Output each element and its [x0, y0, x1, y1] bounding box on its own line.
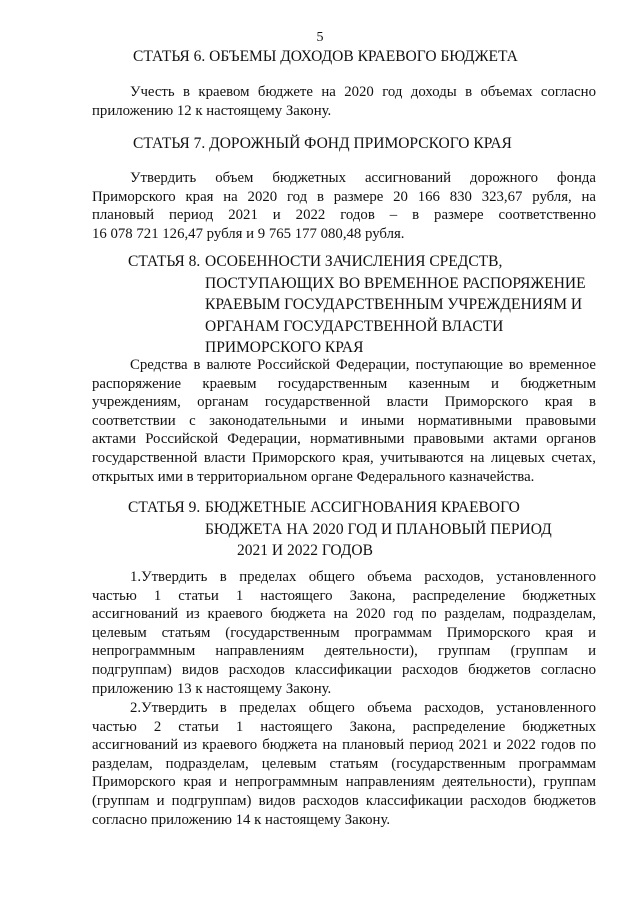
text-line: государственной власти Приморского края, учитываются на лицевых счетах, [92, 449, 596, 466]
text-line: частью 1 статьи 1 настоящего Закона, распределение бюджетных [92, 587, 596, 604]
article-7-heading: СТАТЬЯ 7. ДОРОЖНЫЙ ФОНД ПРИМОРСКОГО КРАЯ [133, 135, 512, 152]
heading-line: ПРИМОРСКОГО КРАЯ [205, 339, 364, 356]
text-line: подгруппам) видов расходов классификации расходов бюджетов согласно [92, 661, 596, 678]
heading-line: 2021 И 2022 ГОДОВ [237, 542, 373, 559]
text-line: приложению 13 к настоящему Закону. [92, 680, 332, 697]
article-7-body [92, 169, 596, 243]
text-line: (группам и подгруппам) видов расходов классификации расходов бюджетов [92, 792, 596, 809]
text-line: целевым статьям (государственным программам Приморского края и [92, 624, 596, 641]
text-line: актами Российской Федерации, нормативными правовыми актами органов [92, 431, 596, 448]
article-6-body [92, 83, 596, 120]
article-9-paragraph-1 [92, 568, 596, 698]
text-line: ассигнований из краевого бюджета на 2020 год по разделам, подразделам, [92, 606, 596, 623]
page-number: 5 [316, 30, 324, 45]
heading-line: БЮДЖЕТА НА 2020 ГОД И ПЛАНОВЫЙ ПЕРИОД [205, 520, 552, 538]
text-line: Утвердить объем бюджетных ассигнований дорожного фонда [130, 170, 596, 186]
article-8-label: СТАТЬЯ 8. [128, 253, 201, 270]
text-line: Приморского края и непрограммным направлениям деятельности), группам [92, 774, 596, 791]
text-line: учреждениям, органам государственной власти Приморского края в [92, 394, 596, 411]
text-line: непрограммным направлениям деятельности), группам (группам и [92, 643, 596, 660]
text-line: плановый период 2021 и 2022 годов – в размере соответственно [92, 207, 596, 224]
text-line: ассигнований из краевого бюджета на плановый период 2021 и 2022 годов по [92, 737, 596, 754]
text-line: Средства в валюте Российской Федерации, поступающие во временное [130, 357, 596, 373]
heading-line: ПОСТУПАЮЩИХ ВО ВРЕМЕННОЕ РАСПОРЯЖЕНИЕ [205, 274, 586, 292]
article-9-title [205, 497, 552, 562]
text-line: соответствии с законодательными и иными нормативными правовыми [92, 412, 596, 429]
article-9-paragraph-2 [92, 699, 596, 829]
article-9-label: СТАТЬЯ 9. [128, 499, 201, 516]
heading-line: ОРГАНАМ ГОСУДАРСТВЕННОЙ ВЛАСТИ [205, 317, 504, 335]
text-line: распоряжение краевым государственным казенным и бюджетным [92, 375, 596, 392]
text-line: согласно приложению 14 к настоящему Закону. [92, 811, 391, 828]
text-line: открытых ими в территориальном органе Федерального казначейства. [92, 468, 535, 485]
heading-line: КРАЕВЫМ ГОСУДАРСТВЕННЫМ УЧРЕЖДЕНИЯМ И [205, 296, 583, 313]
article-6-heading: СТАТЬЯ 6. ОБЪЕМЫ ДОХОДОВ КРАЕВОГО БЮДЖЕТА [133, 48, 518, 65]
text-line: разделам, подразделам, целевым статьям (государственным программам [92, 755, 596, 772]
heading-line: ОСОБЕННОСТИ ЗАЧИСЛЕНИЯ СРЕДСТВ, [205, 253, 503, 270]
text-line: приложению 12 к настоящему Закону. [92, 102, 332, 119]
text-line: частью 2 статьи 1 настоящего Закона, распределение бюджетных [92, 718, 596, 735]
text-line: Учесть в краевом бюджете на 2020 год доходы в объемах согласно [130, 84, 596, 100]
article-8-body [92, 356, 596, 486]
article-8-title [205, 251, 586, 359]
text-line: 2.Утвердить в пределах общего объема расходов, установленного [130, 700, 596, 716]
text-line: 16 078 721 126,47 рубля и 9 765 177 080,48 рубля. [92, 225, 405, 242]
text-line: 1.Утвердить в пределах общего объема расходов, установленного [130, 569, 596, 585]
heading-line: БЮДЖЕТНЫЕ АССИГНОВАНИЯ КРАЕВОГО [205, 499, 520, 516]
text-line: Приморского края на 2020 год в размере 20 166 830 323,67 рубля, на [92, 188, 596, 205]
